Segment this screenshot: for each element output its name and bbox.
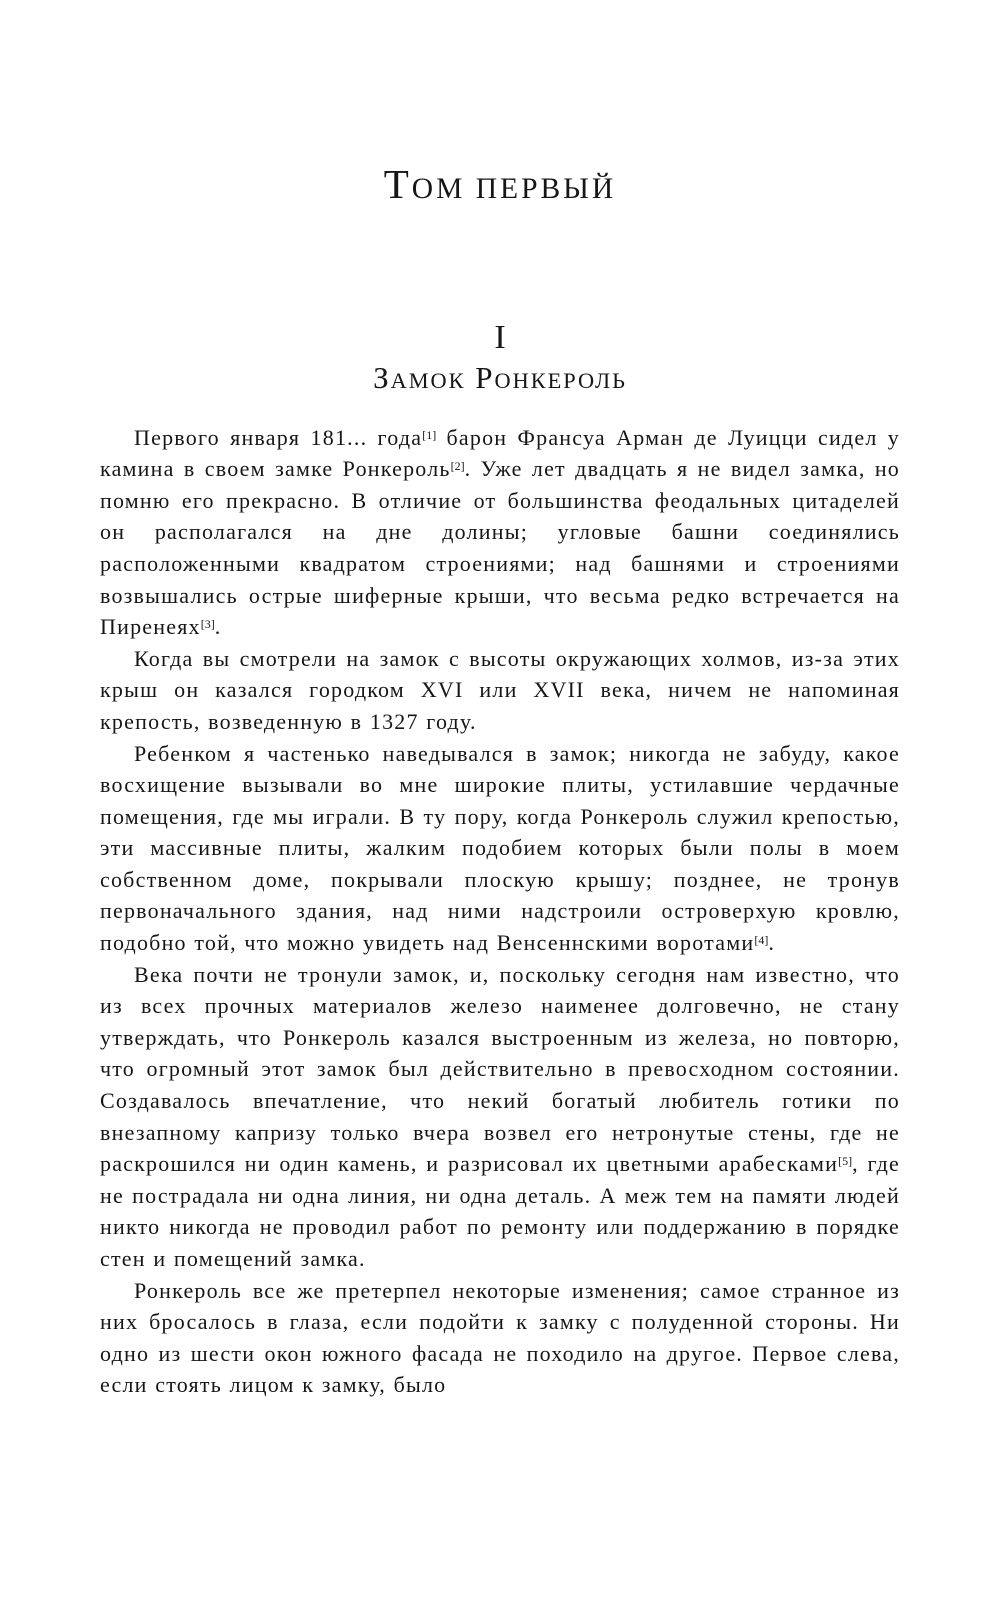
- paragraph-4: [100, 959, 900, 1275]
- footnote-ref-1[interactable]: [1]: [422, 427, 437, 442]
- footnote-ref-3[interactable]: [3]: [200, 617, 215, 632]
- body-text: [100, 422, 900, 1401]
- text-run: барон Франсуа Арман де Луицци сидел у камина в своем замке Ронкероль: [100, 424, 900, 482]
- chapter-title-word1-lead: З: [373, 360, 391, 396]
- paragraph-5: [100, 1275, 900, 1401]
- book-title: [100, 0, 900, 207]
- chapter-title-word2-rest: ОНКЕРОЛЬ: [494, 368, 627, 394]
- chapter-number: I: [494, 319, 506, 357]
- text-run: Ронкероль все же претерпел некоторые изменения; самое странное из них бросалось в глаза, если подойти к замку с полуденной стороны. Ни одно из шести окон южного фасада не походило на другое. Первое слева, если стоять лицом к замку, было: [100, 1277, 900, 1398]
- text-run: .: [768, 930, 776, 956]
- text-run: , где не пострадала ни одна линия, ни одна деталь. А меж тем на памяти людей никто никогда не проводил работ по ремонту или поддержанию в порядке стен и помещений замка.: [100, 1151, 900, 1272]
- footnote-ref-5[interactable]: [5]: [838, 1154, 853, 1169]
- footnote-ref-2[interactable]: [2]: [450, 459, 465, 474]
- footnote-ref-4[interactable]: [4]: [754, 933, 769, 948]
- chapter-title: [100, 361, 900, 395]
- paragraph-2: [100, 643, 900, 738]
- book-title-rest: ОМ ПЕРВЫЙ: [411, 173, 617, 205]
- chapter-title-word-2: [475, 360, 627, 395]
- chapter-title-word1-rest: АМОК: [390, 368, 466, 394]
- text-run: Века почти не тронули замок, и, поскольку сегодня нам известно, что из всех прочных материалов железо наименее долговечно, не стану утверждать, что Ронкероль казался выстроенным из железа, но повторю, что огромный этот замок был действительно в превосходном состоянии. Создавалось впечатление, что некий богатый любитель готики по внезапному капризу только вчера возвел его нетронутые стены, где не раскрошился ни один камень, и разрисовал их цветными арабесками: [100, 961, 900, 1177]
- chapter-title-word2-lead: Р: [475, 360, 495, 396]
- text-run: Первого января 181... года: [134, 424, 423, 450]
- book-title-lead: Т: [383, 161, 412, 207]
- text-run: .: [214, 614, 222, 640]
- text-run: Когда вы смотрели на замок с высоты окружающих холмов, из-за этих крыш он казался городком XVI или XVII века, ничем не напоминая крепость, возведенную в 1327 году.: [100, 645, 900, 734]
- paragraph-1: [100, 422, 900, 643]
- chapter-title-word-1: [373, 360, 465, 395]
- paragraph-3: [100, 738, 900, 959]
- text-run: Ребенком я частенько наведывался в замок; никогда не забуду, какое восхищение вызывали во мне широкие плиты, устилавшие чердачные помещения, где мы играли. В ту пору, когда Ронкероль служил крепостью, эти массивные плиты, жалким подобием которых были полы в моем собственном доме, покрывали плоскую крышу; позднее, не тронув первоначального здания, над ними надстроили островерхую кровлю, подобно той, что можно увидеть над Венсеннскими воротами: [100, 740, 900, 956]
- text-run: . Уже лет двадцать я не видел замка, но помню его прекрасно. В отличие от большинства феодальных цитаделей он располагался на дне долины; угловые башни соединялись расположенными квадратом строениями; над башнями и строениями возвышались острые шиферные крыши, что весьма редко встречается на Пиренеях: [100, 456, 901, 640]
